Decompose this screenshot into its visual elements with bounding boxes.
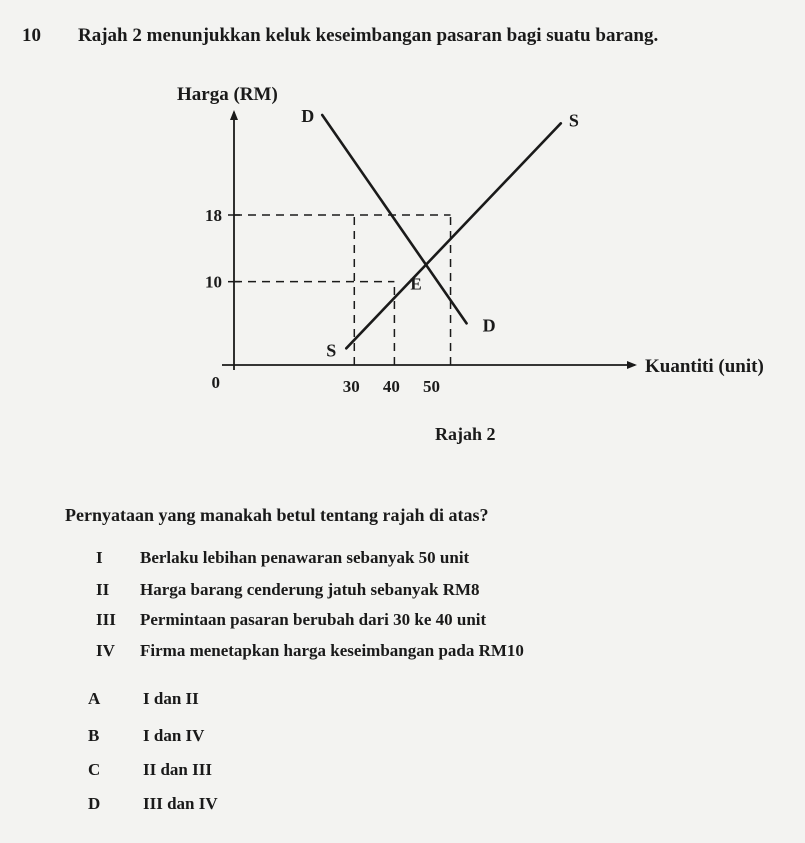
origin-label: 0 — [211, 373, 220, 392]
option-c-text: II dan III — [143, 760, 212, 779]
y-tick-label-18: 18 — [205, 206, 222, 225]
statement-2-text: Harga barang cenderung jatuh sebanyak RM8 — [140, 580, 480, 599]
x-tick-label-40: 40 — [382, 377, 400, 396]
statement-1-number: I — [96, 548, 103, 567]
market-equilibrium-chart — [0, 70, 805, 410]
x-axis-label: Kuantiti (unit) — [645, 356, 764, 377]
s-curve-end-label: S — [568, 110, 579, 131]
statement-4-text: Firma menetapkan harga keseimbangan pada RM10 — [140, 641, 524, 660]
statement-3-number: III — [96, 610, 116, 629]
d-curve-start-label: D — [301, 106, 315, 126]
y-tick-label-10: 10 — [205, 272, 222, 292]
statement-1-text: Berlaku lebihan penawaran sebanyak 50 unit — [140, 548, 470, 567]
option-b-text: I dan IV — [143, 726, 205, 745]
y-axis-label: Harga (RM) — [177, 84, 278, 105]
x-tick-label-50: 50 — [423, 377, 440, 396]
x-tick-label-30: 30 — [342, 377, 360, 396]
s-curve-start-label: S — [326, 340, 337, 361]
option-d-text: III dan IV — [143, 794, 218, 813]
statement-4-number: IV — [96, 641, 115, 660]
statement-2-number: II — [96, 580, 110, 599]
option-a-text: I dan II — [143, 689, 199, 708]
s-curve — [346, 123, 561, 348]
chart-caption: Rajah 2 — [435, 424, 496, 444]
question-number: 10 — [22, 25, 41, 46]
option-b-letter: B — [88, 726, 100, 745]
equilibrium-label: E — [410, 274, 422, 294]
statement-3-text: Permintaan pasaran berubah dari 30 ke 40 unit — [140, 610, 487, 629]
question-text: Rajah 2 menunjukkan keluk keseimbangan pasaran bagi suatu barang. — [78, 25, 659, 46]
option-a-letter: A — [88, 689, 101, 708]
question-prompt: Pernyataan yang manakah betul tentang rajah di atas? — [65, 505, 489, 525]
option-d-letter: D — [88, 794, 101, 813]
option-c-letter: C — [88, 760, 101, 779]
d-curve-end-label: D — [482, 315, 496, 336]
